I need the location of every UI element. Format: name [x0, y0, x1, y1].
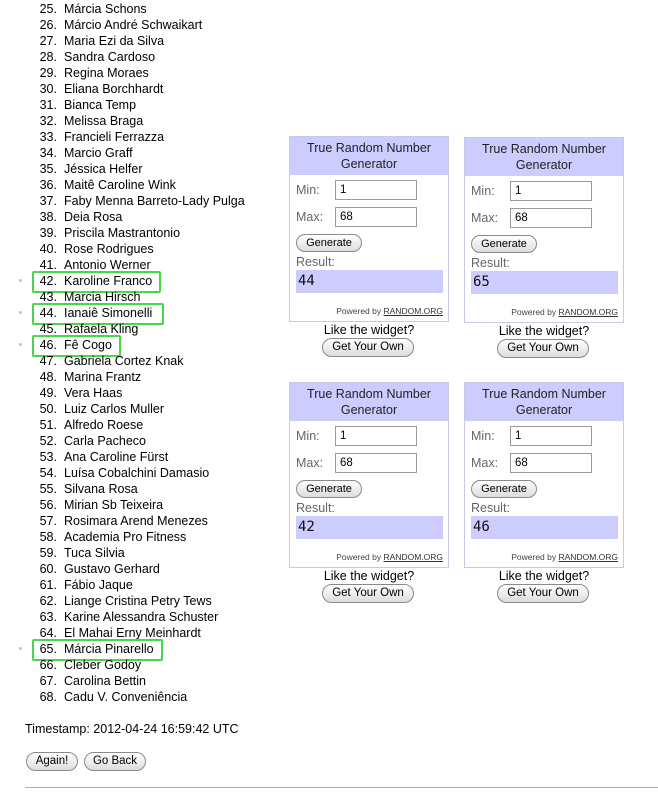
- list-item: [0, 385, 280, 401]
- list-item: [0, 353, 280, 369]
- like-widget-text: Like the widget?: [498, 324, 590, 338]
- list-item: [0, 529, 280, 545]
- list-item-number: 28.: [39, 50, 57, 64]
- list-item-number: 48.: [39, 370, 57, 384]
- list-item-number: 53.: [39, 450, 57, 464]
- like-widget-text: Like the widget?: [323, 569, 415, 583]
- list-item-name: Carla Pacheco: [64, 434, 146, 448]
- list-item-number: 44.: [39, 306, 57, 320]
- list-item-name: Marina Frantz: [64, 370, 142, 384]
- list-item: [0, 97, 280, 113]
- get-your-own-button[interactable]: Get Your Own: [497, 339, 589, 358]
- rng-widget-box: [289, 136, 449, 322]
- list-item: [0, 193, 280, 209]
- list-item-name: Fê Cogo: [64, 338, 112, 352]
- list-item-number: 64.: [39, 626, 57, 640]
- random-org-link[interactable]: RANDOM.ORG: [383, 552, 443, 562]
- list-item-number: 68.: [39, 690, 57, 704]
- list-item: [0, 113, 280, 129]
- widget-title-line2: Generator: [340, 403, 398, 417]
- bullet-dot-icon: [19, 343, 22, 346]
- list-item-name: Regina Moraes: [64, 66, 149, 80]
- get-your-own-button[interactable]: Get Your Own: [322, 584, 414, 603]
- list-item-number: 38.: [39, 210, 57, 224]
- list-item-number: 52.: [39, 434, 57, 448]
- max-input[interactable]: [335, 207, 417, 227]
- list-item-number: 39.: [39, 226, 57, 240]
- list-item-name: Carolina Bettin: [64, 674, 146, 688]
- list-item-name: Luiz Carlos Muller: [64, 402, 165, 416]
- list-item-name: Maitê Caroline Wink: [64, 178, 176, 192]
- rng-widget-box: [289, 382, 449, 568]
- list-item: [0, 609, 280, 625]
- list-item-name: Antonio Werner: [64, 258, 151, 272]
- list-item: [0, 481, 280, 497]
- min-input[interactable]: [510, 426, 592, 446]
- list-item-name: Cadu V. Conveniência: [64, 690, 188, 704]
- powered-by: [511, 307, 618, 317]
- get-your-own-button[interactable]: Get Your Own: [497, 584, 589, 603]
- list-item: [0, 657, 280, 673]
- random-org-link[interactable]: RANDOM.ORG: [383, 306, 443, 316]
- list-item-number: 51.: [39, 418, 57, 432]
- list-item-name: Melissa Braga: [64, 114, 144, 128]
- list-item-number: 63.: [39, 610, 57, 624]
- result-value: 42: [296, 516, 443, 539]
- result-label: Result:: [471, 256, 510, 270]
- max-label: Max:: [296, 210, 324, 224]
- list-item-name: Priscila Mastrantonio: [64, 226, 181, 240]
- widget-header: [465, 383, 623, 421]
- min-input[interactable]: [510, 181, 592, 201]
- list-item: [0, 497, 280, 513]
- list-item: [0, 337, 280, 353]
- list-item-name: Jéssica Helfer: [64, 162, 143, 176]
- list-item-number: 61.: [39, 578, 57, 592]
- list-item-name: El Mahai Erny Meinhardt: [64, 626, 201, 640]
- list-item-name: Tuca Silvia: [64, 546, 125, 560]
- max-label: Max:: [471, 211, 499, 225]
- result-value: 65: [471, 271, 618, 294]
- like-widget-text: Like the widget?: [498, 569, 590, 583]
- list-item-number: 57.: [39, 514, 57, 528]
- list-item-number: 26.: [39, 18, 57, 32]
- list-item-number: 34.: [39, 146, 57, 160]
- list-item: [0, 1, 280, 17]
- list-item-name: Mirian Sb Teixeira: [64, 498, 164, 512]
- list-item: [0, 417, 280, 433]
- list-item-number: 32.: [39, 114, 57, 128]
- list-item-number: 29.: [39, 66, 57, 80]
- list-item: [0, 513, 280, 529]
- max-input[interactable]: [335, 453, 417, 473]
- list-item: [0, 33, 280, 49]
- list-item-number: 55.: [39, 482, 57, 496]
- widget-header: [465, 138, 623, 176]
- bullet-dot-icon: [19, 647, 22, 650]
- list-item-name: Luísa Cobalchini Damasio: [64, 466, 210, 480]
- list-item-number: 46.: [39, 338, 57, 352]
- result-value: 46: [471, 516, 618, 539]
- list-item-name: Karoline Franco: [64, 274, 153, 288]
- list-item-name: Márcia Pinarello: [64, 642, 154, 656]
- result-label: Result:: [296, 501, 335, 515]
- list-item-number: 41.: [39, 258, 57, 272]
- result-label: Result:: [471, 501, 510, 515]
- list-item-name: Ianaiê Simonelli: [64, 306, 153, 320]
- list-item-name: Rafaela Kling: [64, 322, 139, 336]
- widget-title-line2: Generator: [515, 403, 573, 417]
- result-value: 44: [296, 270, 443, 293]
- list-item-number: 45.: [39, 322, 57, 336]
- widget-title-line1: True Random Number: [482, 387, 606, 401]
- list-item: [0, 593, 280, 609]
- bullet-dot-icon: [19, 311, 22, 314]
- list-item-name: Bianca Temp: [64, 98, 137, 112]
- result-label: Result:: [296, 255, 335, 269]
- list-item-number: 35.: [39, 162, 57, 176]
- list-item-name: Gabriela Cortez Knak: [64, 354, 184, 368]
- min-input[interactable]: [335, 426, 417, 446]
- widget-title-line2: Generator: [340, 157, 398, 171]
- like-widget-text: Like the widget?: [323, 323, 415, 337]
- list-item: [0, 49, 280, 65]
- list-item-name: Maria Ezi da Silva: [64, 34, 165, 48]
- list-item: [0, 673, 280, 689]
- list-item-name: Ana Caroline Fürst: [64, 450, 169, 464]
- list-item-name: Silvana Rosa: [64, 482, 138, 496]
- list-item-name: Rose Rodrigues: [64, 242, 154, 256]
- list-item-name: Gustavo Gerhard: [64, 562, 160, 576]
- list-item-number: 62.: [39, 594, 57, 608]
- powered-by-text: Powered by: [511, 307, 557, 317]
- random-org-link[interactable]: RANDOM.ORG: [558, 307, 618, 317]
- list-item-number: 49.: [39, 386, 57, 400]
- list-item: [0, 161, 280, 177]
- list-item-number: 50.: [39, 402, 57, 416]
- generate-button[interactable]: Generate: [471, 480, 537, 498]
- list-item-name: Sandra Cardoso: [64, 50, 156, 64]
- timestamp: Timestamp: 2012-04-24 16:59:42 UTC: [25, 722, 239, 736]
- rng-widget-box: [464, 137, 624, 323]
- list-item: [0, 577, 280, 593]
- list-item: [0, 369, 280, 385]
- list-item-number: 67.: [39, 674, 57, 688]
- list-item-number: 65.: [39, 642, 57, 656]
- list-item-number: 30.: [39, 82, 57, 96]
- list-item: [0, 449, 280, 465]
- divider: [25, 787, 658, 788]
- list-item: [0, 561, 280, 577]
- powered-by: [336, 552, 443, 562]
- list-item: [0, 225, 280, 241]
- list-item: [0, 241, 280, 257]
- list-item-number: 40.: [39, 242, 57, 256]
- list-item-name: Liange Cristina Petry Tews: [64, 594, 212, 608]
- widget-header: [290, 383, 448, 421]
- list-item-name: Fábio Jaque: [64, 578, 133, 592]
- list-item-name: Francieli Ferrazza: [64, 130, 165, 144]
- list-item-name: Marcia Hirsch: [64, 290, 141, 304]
- list-item: [0, 305, 280, 321]
- list-item: [0, 81, 280, 97]
- list-item-name: Márcio André Schwaikart: [64, 18, 203, 32]
- list-item-number: 58.: [39, 530, 57, 544]
- max-input[interactable]: [510, 453, 592, 473]
- list-item-number: 66.: [39, 658, 57, 672]
- list-item-name: Cleber Godoy: [64, 658, 142, 672]
- list-item-number: 31.: [39, 98, 57, 112]
- list-item-number: 47.: [39, 354, 57, 368]
- bullet-dot-icon: [19, 279, 22, 282]
- list-item: [0, 145, 280, 161]
- max-label: Max:: [296, 456, 324, 470]
- min-label: Min:: [471, 184, 495, 198]
- list-item-number: 33.: [39, 130, 57, 144]
- powered-by: [336, 306, 443, 316]
- list-item-number: 36.: [39, 178, 57, 192]
- list-item-number: 37.: [39, 194, 57, 208]
- list-item-name: Karine Alessandra Schuster: [64, 610, 219, 624]
- generate-button[interactable]: Generate: [296, 480, 362, 498]
- list-item-name: Faby Menna Barreto-Lady Pulga: [64, 194, 245, 208]
- list-item-number: 42.: [39, 274, 57, 288]
- list-item: [0, 177, 280, 193]
- list-item: [0, 209, 280, 225]
- widget-title-line2: Generator: [515, 158, 573, 172]
- list-item: [0, 65, 280, 81]
- list-item: [0, 273, 280, 289]
- list-item-name: Deia Rosa: [64, 210, 123, 224]
- list-item-number: 27.: [39, 34, 57, 48]
- rng-widget-box: [464, 382, 624, 568]
- list-item: [0, 465, 280, 481]
- powered-by: [511, 552, 618, 562]
- list-item-name: Marcio Graff: [64, 146, 133, 160]
- again-button[interactable]: Again!: [26, 752, 78, 771]
- list-item: [0, 433, 280, 449]
- list-item: [0, 401, 280, 417]
- list-item-name: Rosimara Arend Menezes: [64, 514, 208, 528]
- list-item-number: 59.: [39, 546, 57, 560]
- min-label: Min:: [471, 429, 495, 443]
- list-item-name: Eliana Borchhardt: [64, 82, 164, 96]
- list-item: [0, 17, 280, 33]
- list-item: [0, 689, 280, 705]
- generate-button[interactable]: Generate: [296, 234, 362, 252]
- list-item-name: Márcia Schons: [64, 2, 147, 16]
- go-back-button[interactable]: Go Back: [84, 752, 146, 771]
- list-item: [0, 641, 280, 657]
- list-item-number: 56.: [39, 498, 57, 512]
- random-org-link[interactable]: RANDOM.ORG: [558, 552, 618, 562]
- list-item: [0, 129, 280, 145]
- widget-header: [290, 137, 448, 175]
- powered-by-text: Powered by: [336, 552, 382, 562]
- list-item-number: 54.: [39, 466, 57, 480]
- min-input[interactable]: [335, 180, 417, 200]
- list-item-name: Alfredo Roese: [64, 418, 144, 432]
- widget-title-line1: True Random Number: [482, 142, 606, 156]
- max-input[interactable]: [510, 208, 592, 228]
- get-your-own-button[interactable]: Get Your Own: [322, 338, 414, 357]
- powered-by-text: Powered by: [336, 306, 382, 316]
- list-item-number: 60.: [39, 562, 57, 576]
- powered-by-text: Powered by: [511, 552, 557, 562]
- generate-button[interactable]: Generate: [471, 235, 537, 253]
- list-item: [0, 545, 280, 561]
- list-item-name: Academia Pro Fitness: [64, 530, 187, 544]
- max-label: Max:: [471, 456, 499, 470]
- list-item-number: 43.: [39, 290, 57, 304]
- list-item-name: Vera Haas: [64, 386, 123, 400]
- widget-title-line1: True Random Number: [307, 141, 431, 155]
- min-label: Min:: [296, 183, 320, 197]
- widget-title-line1: True Random Number: [307, 387, 431, 401]
- list-item-number: 25.: [39, 2, 57, 16]
- min-label: Min:: [296, 429, 320, 443]
